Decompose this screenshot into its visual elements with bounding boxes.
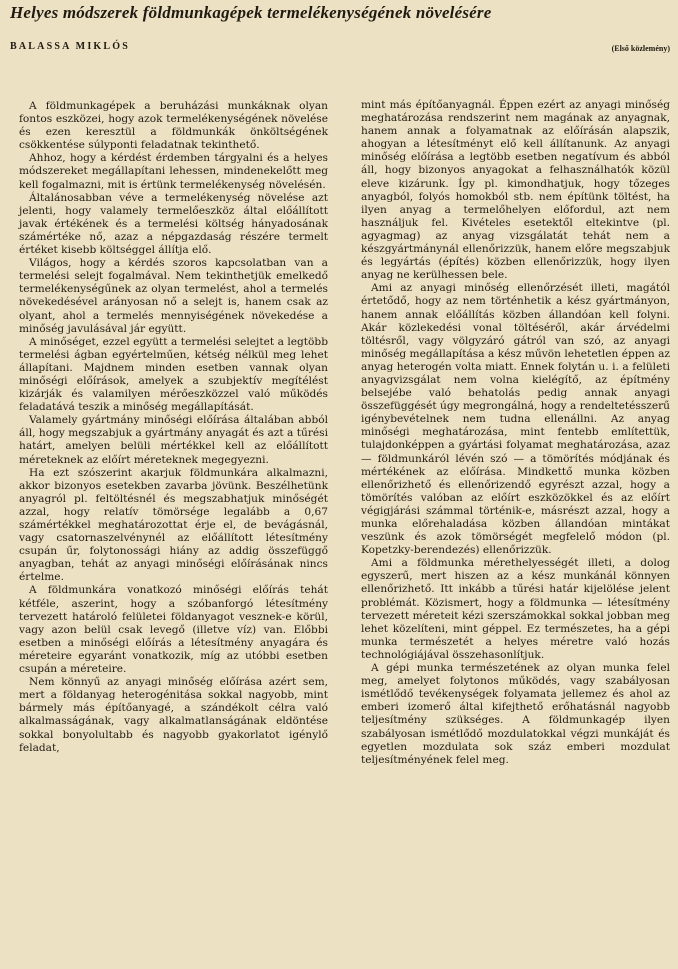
paragraph: Ha ezt szószerint akarjuk földmunkára alkalmazni, akkor bizonyos esetekben zavarba jövünk. Beszélhetünk anyagról pl. feltöltésnél és megszabhatjuk minőségét azzal, hogy relatív tömörsége legalább a 0,67 számértékkel meghatározottat érje el, de bevágásnál, vagy csatornaszelvénynél az előállított létesítmény csupán űr, folytonossági hiány az addig összefüggő anyagban, tehát az anyagi minőségi előírásának nincs értelme.: [19, 466, 328, 584]
text-column-left: [19, 100, 328, 755]
author-byline: BALASSA MIKLÓS: [10, 41, 130, 52]
paragraph: Világos, hogy a kérdés szoros kapcsolatban van a termelési selejt fogalmával. Nem tekinthetjük emelkedő termelékenységűnek az olyan termelést, ahol a termelés növekedésével arányosan nő a selejt is, hanem csak az olyant, ahol a termelés mennyiségének növekedése a minőség javulásával jár együtt.: [19, 257, 328, 335]
article-title: Helyes módszerek földmunkagépek termelékenységének növelésére: [10, 3, 492, 22]
paragraph: A minőséget, ezzel együtt a termelési selejtet a legtöbb termelési ágban egyértelműen, kétség nélkül meg lehet állapítani. Majdnem minden esetben vannak olyan minőségi előírások, amelyek a szubjektív megítélést kizárják és valamilyen mérőeszközzel való működés feladatává teszik a minőség megállapítását.: [19, 335, 328, 414]
paragraph: Általánosabban véve a termelékenység növelése azt jelenti, hogy valamely termelőeszköz által előállított javak értékének és a termelési költség hányadosának számértéke nő, azaz a népgazdaság részére termelt értéket kisebb költséggel állítja elő.: [19, 191, 328, 257]
paragraph: mint más építőanyagnál. Éppen ezért az anyagi minőség meghatározása rendszerint nem magának az anyagnak, hanem annak a folyamatnak az előírásán alapszik, ahogyan a létesítményt elő kell állítanunk. Az anyagi minőség előírása a legtöbb esetben negatívum és abból áll, hogy bizonyos anyagokat a felhasználhatók közül eleve kizárunk. Így pl. kimondhatjuk, hogy tőzeges anyagból, folyós homokból stb. nem építünk töltést, ha ilyen anyag a termelőhelyen előfordul, azt nem használjuk fel. Kivételes esetektől eltekintve (pl. agyagmag) az anyag vizsgálatát tehát nem a készgyártmánynál ellenőrizzük, hanem előre megszabjuk és legyártás (építés) közben ellenőrizzük, hogy ilyen anyag ne kerülhessen bele.: [361, 99, 670, 282]
paragraph: Ahhoz, hogy a kérdést érdemben tárgyalni és a helyes módszereket megállapítani lehessen, mindenekelőtt meg kell fogalmazni, mit is értünk termelékenység növelésén.: [19, 152, 328, 191]
paragraph: Valamely gyártmány minőségi előírása általában abból áll, hogy megszabjuk a gyártmány anyagát és azt a tűrési határt, amelyen belüli mértékkel kell az előállított méreteknek az előírt méreteknek megegyezni.: [19, 414, 328, 466]
installment-note: (Első közlemény): [611, 44, 670, 53]
paragraph: Nem könnyű az anyagi minőség előírása azért sem, mert a földanyag heterogénitása sokkal nagyobb, mint bármely más építőanyagé, a szándékolt célra való alkalmasságának, vagy alkalmatlanságának eldöntése sokkal bonyolultabb és nagyobb gyakorlatot igénylő feladat,: [19, 676, 328, 754]
paragraph: A gépi munka természetének az olyan munka felel meg, amelyet folytonos működés, vagy szabályosan ismétlődő tevékenységek folyamata jellemez és ahol az emberi izomerő által kifejthető erőhatásnál nagyobb teljesítmény szükséges. A földmunkagép ilyen szabályosan ismétlődő mozdulatokkal végzi munkáját és egyetlen mozdulata sok száz emberi mozdulat teljesítményének felel meg.: [361, 662, 670, 766]
text-column-right: [361, 99, 670, 767]
paragraph: Ami a földmunka mérethelyességét illeti, a dolog egyszerű, mert hiszen az a kész munkánál könnyen ellenőrizhető. Itt inkább a tűrési határ kijelölése jelent problémát. Közismert, hogy a földmunka — létesítmény tervezett méreteit kézi szerszámokkal sokkal jobban meg lehet közelíteni, mint géppel. Ez természetes, ha a gépi munka természetét a helyes méretre való hozás technológiájával összehasonlítjuk.: [361, 557, 670, 661]
paragraph: A földmunkagépek a beruházási munkáknak olyan fontos eszközei, hogy azok termelékenységének növelése és ezen keresztül a földmunkák önköltségének csökkentése súlyponti feladatnak tekinthető.: [19, 100, 328, 152]
paragraph: A földmunkára vonatkozó minőségi előírás tehát kétféle, aszerint, hogy a szóbanforgó létesítmény tervezett határoló felületei földanyagot vesznek-e körül, vagy azon belül csak levegő (illetve víz) van. Előbbi esetben a minőségi előírás a létesítmény anyagára és méreteire egyaránt vonatkozik, míg az utóbbi esetben csupán a méreteire.: [19, 584, 328, 676]
paragraph: Ami az anyagi minőség ellenőrzését illeti, magától értetődő, hogy az nem történhetik a kész gyártmányon, hanem annak előállítás közben állandóan kell folyni. Akár közlekedési vonal töltéséről, akár árvédelmi töltésről, vagy völgyzáró gátról van szó, az anyagi minőség megállapítása a kész művön lehetetlen éppen az anyag heterogén volta miatt. Ennek folytán u. i. a felületi anyagvizsgálat nem volna kielégítő, az építmény belsejébe való behatolás pedig annak anyagi összefüggését úgy megrongálná, hogy a rendeltetésszerű igénybevételnek nem tudna ellenállni. Az anyag minőségi meghatározása, mint fentebb említettük, tulajdonképpen a gyártási folyamat meghatározása, azaz — földmunkáról lévén szó — a tömörítés módjának és mértékének az előírása. Mindkettő munka közben ellenőrizhető és ellenőrizendő egyrészt azzal, hogy a tömörítés valóban az előírt eszközökkel és az előírt végigjárási számmal történik-e, másrészt azzal, hogy a munka előrehaladása közben állandóan mintákat veszünk és azok tömörségét megfelelő módon (pl. Kopetzky-berendezés) ellenőrizzük.: [361, 282, 670, 557]
